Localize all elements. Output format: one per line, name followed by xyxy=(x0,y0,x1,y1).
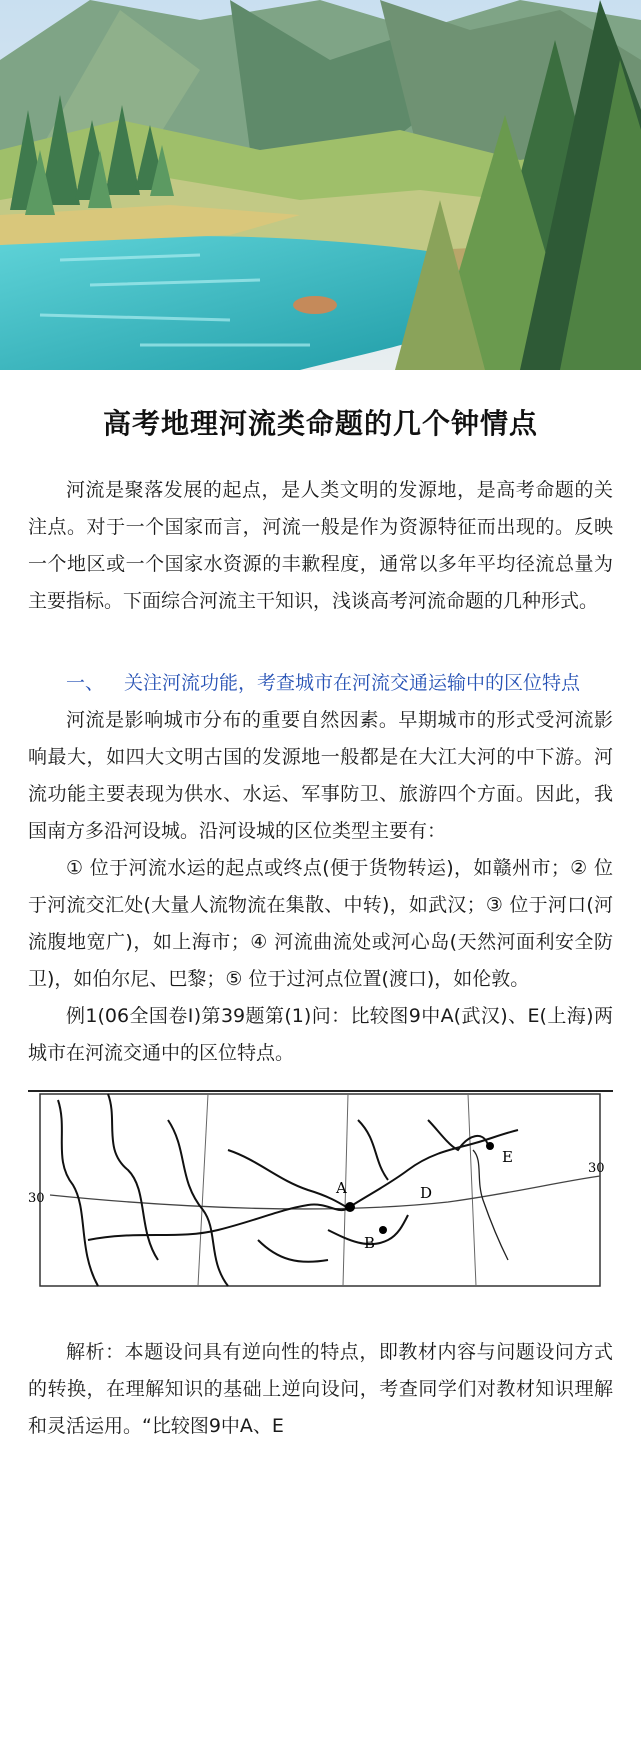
body-paragraph-3: ① 位于河流水运的起点或终点(便于货物转运)，如赣州市；② 位于河流交汇处(大量人流物流在集散、中转)，如武汉；③ 位于河口(河流腹地宽广)，如上海市；④ 河流曲流处或河心岛(天然河面利安全防卫)，如伯尔尼、巴黎；⑤ 位于过河点位置(渡口)，如伦敦。 xyxy=(28,857,613,990)
mountain-river-illustration-icon xyxy=(0,0,641,370)
map-label-b: B xyxy=(364,1234,376,1252)
map-label-d: D xyxy=(420,1184,433,1202)
example-paragraph: 例1(06全国卷Ⅰ)第39题第(1)问：比较图9中A(武汉)、E(上海)两城市在河流交通中的区位特点。 xyxy=(28,1005,613,1064)
map-lat-left: 30 xyxy=(28,1191,45,1206)
hero-illustration xyxy=(0,0,641,370)
section-title: 关注河流功能，考查城市在河流交通运输中的区位特点 xyxy=(124,672,581,694)
body-paragraph-2: 河流是影响城市分布的重要自然因素。早期城市的形式受河流影响最大，如四大文明古国的发源地一般都是在大江大河的中下游。河流功能主要表现为供水、水运、军事防卫、旅游四个方面。因此，我国南方多沿河设城。沿河设城的区位类型主要有： xyxy=(28,709,613,842)
analysis-paragraph: 解析：本题设问具有逆向性的特点，即教材内容与问题设问方式的转换，在理解知识的基础上逆向设问，考查同学们对教材知识理解和灵活运用。“比较图9中A、E xyxy=(28,1341,613,1437)
article xyxy=(0,370,641,1445)
article-title: 高考地理河流类命题的几个钟情点 xyxy=(102,407,538,440)
intro-paragraph: 河流是聚落发展的起点，是人类文明的发源地，是高考命题的关注点。对于一个国家而言，河流一般是作为资源特征而出现的。反映一个地区或一个国家水资源的丰歉程度，通常以多年平均径流总量为主要指标。下面综合河流主干知识，浅谈高考河流命题的几种形式。 xyxy=(28,479,613,612)
map-label-e: E xyxy=(502,1148,513,1166)
map-label-a: A xyxy=(336,1179,347,1197)
section-number: 一、 xyxy=(66,672,105,694)
river-map-icon xyxy=(28,1090,613,1290)
map-figure xyxy=(28,1090,613,1290)
map-lat-right: 30 xyxy=(588,1161,605,1176)
section-heading xyxy=(0,665,641,702)
